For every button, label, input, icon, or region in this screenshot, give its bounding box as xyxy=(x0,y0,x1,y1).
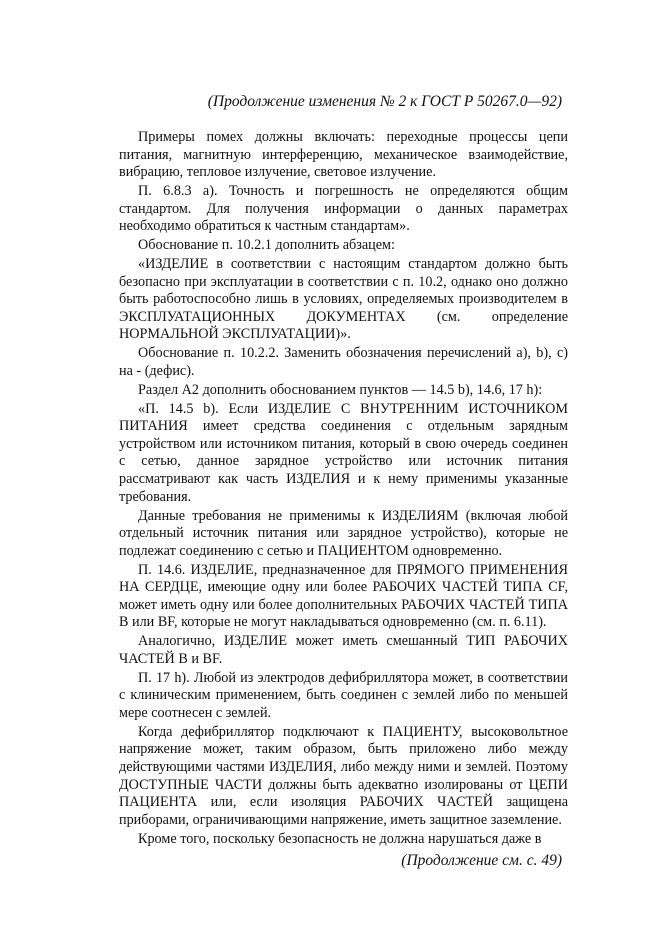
paragraph: Аналогично, ИЗДЕЛИЕ может иметь смешанный ТИП РАБОЧИХ ЧАСТЕЙ В и BF. xyxy=(119,633,568,667)
page-footer: (Продолжение см. с. 49) xyxy=(401,852,562,869)
document-body xyxy=(119,129,568,850)
paragraph: Данные требования не применимы к ИЗДЕЛИЯМ (включая любой отдельный источник питания или зарядное устройство), которые не подлежат соединению с сетью и ПАЦИЕНТОМ одновременно. xyxy=(119,507,568,559)
paragraph: П. 14.6. ИЗДЕЛИЕ, предназначенное для ПРЯМОГО ПРИМЕНЕНИЯ НА СЕРДЦЕ, имеющие одну или более РАБОЧИХ ЧАСТЕЙ ТИПА CF, может иметь одну или более дополнительных РАБОЧИХ ЧАСТЕЙ ТИПА В или BF, которые не могут накладываться одновременно (см. п. 6.11). xyxy=(119,561,568,631)
paragraph: «ИЗДЕЛИЕ в соответствии с настоящим стандартом должно быть безопасно при эксплуатации в соответствии с п. 10.2, однако оно должно быть работоспособно лишь в условиях, определяемых производителем в ЭКСПЛУАТАЦИОННЫХ ДОКУМЕНТАХ (см. определение НОРМАЛЬНОЙ ЭКСПЛУАТАЦИИ)». xyxy=(119,256,568,343)
paragraph: П. 6.8.3 а). Точность и погрешность не определяются общим стандартом. Для получения информации о данных параметрах необходимо обратиться к частным стандартам». xyxy=(119,183,568,235)
paragraph: Кроме того, поскольку безопасность не должна нарушаться даже в xyxy=(138,830,542,847)
paragraph: «П. 14.5 b). Если ИЗДЕЛИЕ С ВНУТРЕННИМ ИСТОЧНИКОМ ПИТАНИЯ имеет средства соединения с отдельным зарядным устройством или источником питания, который в свою очередь соединен с сетью, данное зарядное устройство или источник питания рассматривают как часть ИЗДЕЛИЯ и к нему применимы указанные требования. xyxy=(119,400,568,505)
paragraph: Обоснование п. 10.2.1 дополнить абзацем: xyxy=(138,237,395,254)
paragraph: Примеры помех должны включать: переходные процессы цепи питания, магнитную интерференцию, механическое взаимодействие, вибрацию, тепловое излучение, световое излучение. xyxy=(119,129,568,181)
paragraph: П. 17 h). Любой из электродов дефибриллятора может, в соответствии с клиническим применением, быть соединен с землей либо по меньшей мере соотнесен с землей. xyxy=(119,669,568,721)
paragraph: Когда дефибриллятор подключают к ПАЦИЕНТУ, высоковольтное напряжение может, таким образом, быть приложено либо между действующими частями ИЗДЕЛИЯ, либо между ними и землей. Поэтому ДОСТУПНЫЕ ЧАСТИ должны быть адекватно изолированы от ЦЕПИ ПАЦИЕНТА или, если изоляция РАБОЧИХ ЧАСТЕЙ защищена приборами, ограничивающими напряжение, иметь защитное заземление. xyxy=(119,723,568,828)
paragraph: Раздел А2 дополнить обоснованием пунктов — 14.5 b), 14.6, 17 h): xyxy=(138,381,543,398)
paragraph: Обоснование п. 10.2.2. Заменить обозначения перечислений а), b), с) на - (дефис). xyxy=(119,345,568,379)
page-header: (Продолжение изменения № 2 к ГОСТ Р 50267.0—92) xyxy=(207,93,562,110)
